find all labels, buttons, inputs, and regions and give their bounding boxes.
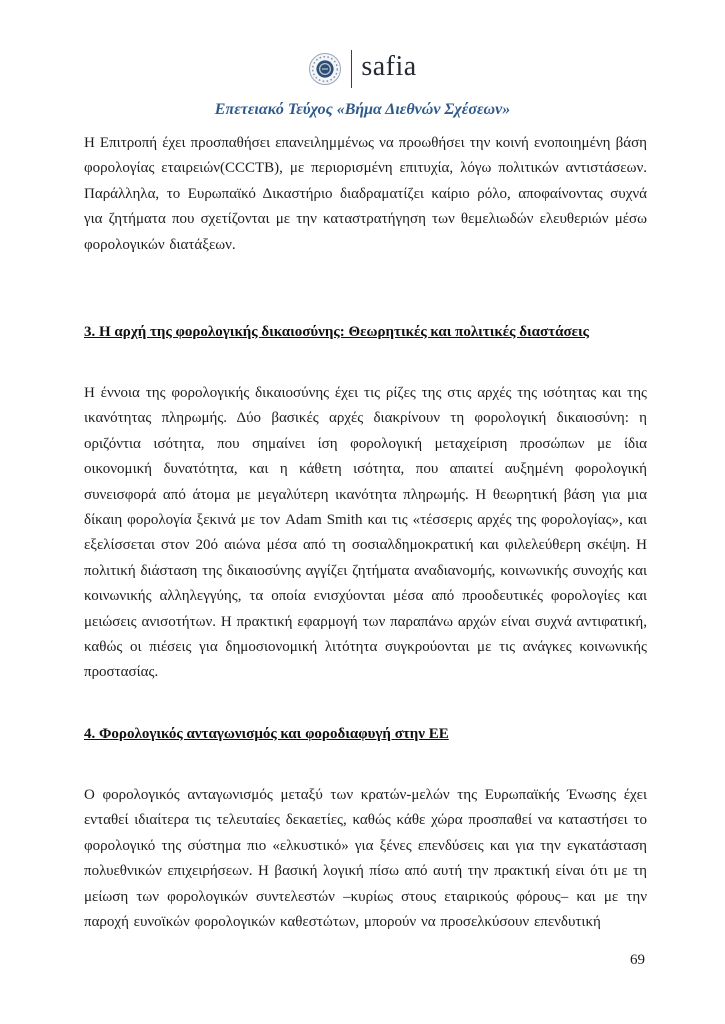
logo-divider [351, 50, 352, 88]
section-3-heading: 3. Η αρχή της φορολογικής δικαιοσύνης: Θεωρητικές και πολιτικές διαστάσεις [84, 324, 590, 340]
section-4-heading: 4. Φορολογικός ανταγωνισμός και φοροδιαφυγή στην ΕΕ [84, 726, 449, 742]
circular-seal-icon [308, 52, 342, 86]
paragraph-commission: Η Επιτροπή έχει προσπαθήσει επανειλημμένως να προωθήσει την κοινή ενοποιημένη βάση φορολογίας εταιρειών(CCCTB), με περιορισμένη επιτυχία, λόγω πολιτικών αντιστάσεων. Παράλληλα, το Ευρωπαϊκό Δικαστήριο διαδραματίζει καίριο ρόλο, αποφαίνοντας συχνά για ζητήματα που σχετίζονται με την καταστρατήγηση των θεμελιωδών ελευθεριών μέσω φορολογικών διατάξεων. [84, 135, 647, 253]
paragraph-tax-competition: Ο φορολογικός ανταγωνισμός μεταξύ των κρατών-μελών της Ευρωπαϊκής Ένωσης έχει ενταθεί ιδιαίτερα τις τελευταίες δεκαετίες, καθώς κάθε χώρα προσπαθεί να καταστήσει το φορολογικό της σύστημα πιο «ελκυστικό» για ξένες επενδύσεις και για την εγκατάσταση πολυεθνικών επιχειρήσεων. Η βασική λογική πίσω από αυτή την πρακτική είναι ότι με τη μείωση των φορολογικών συντελεστών –κυρίως στους εταιρικούς φόρους– και με την παροχή ευνοϊκών φορολογικών καθεστώτων, μπορούν να προσελκύσουν επενδυτική [84, 787, 647, 931]
page-title: Επετειακό Τεύχος «Βήμα Διεθνών Σχέσεων» [214, 101, 511, 118]
logo [0, 50, 725, 88]
brand-name: safia [361, 51, 417, 82]
paragraph-tax-justice: Η έννοια της φορολογικής δικαιοσύνης έχει τις ρίζες της στις αρχές της ισότητας και της ικανότητας πληρωμής. Δύο βασικές αρχές διακρίνουν τη φορολογική δικαιοσύνη: η οριζόντια ισότητα, που σημαίνει ίση φορολογική μεταχείριση προσώπων με ίδια οικονομική δυνατότητα, και η κάθετη ισότητα, που απαιτεί αυξημένη φορολογική συνεισφορά από άτομα με μεγαλύτερη ικανότητα πληρωμής. Η θεωρητική βάση για μια δίκαιη φορολογία ξεκινά με τον Adam Smith και τις «τέσσερις αρχές της φορολογίας», και εξελίσσεται στον 20ό αιώνα μέσα από τη σοσιαλδημοκρατική και φιλελεύθερη σκέψη. Η πολιτική διάσταση της δικαιοσύνης αγγίζει ζητήματα αναδιανομής, κοινωνικής συνοχής και κοινωνικής αλληλεγγύης, τα οποία ενισχύονται μέσα από προοδευτικές φορολογίες και μειώσεις ανισοτήτων. Η πρακτική εφαρμογή των παραπάνω αρχών είναι συχνά αντιφατική, καθώς οι πιέσεις για δημοσιονομική λιτότητα συγκρούονται με τις ανάγκες κοινωνικής προστασίας. [84, 385, 647, 681]
page-number: 69 [630, 952, 645, 968]
